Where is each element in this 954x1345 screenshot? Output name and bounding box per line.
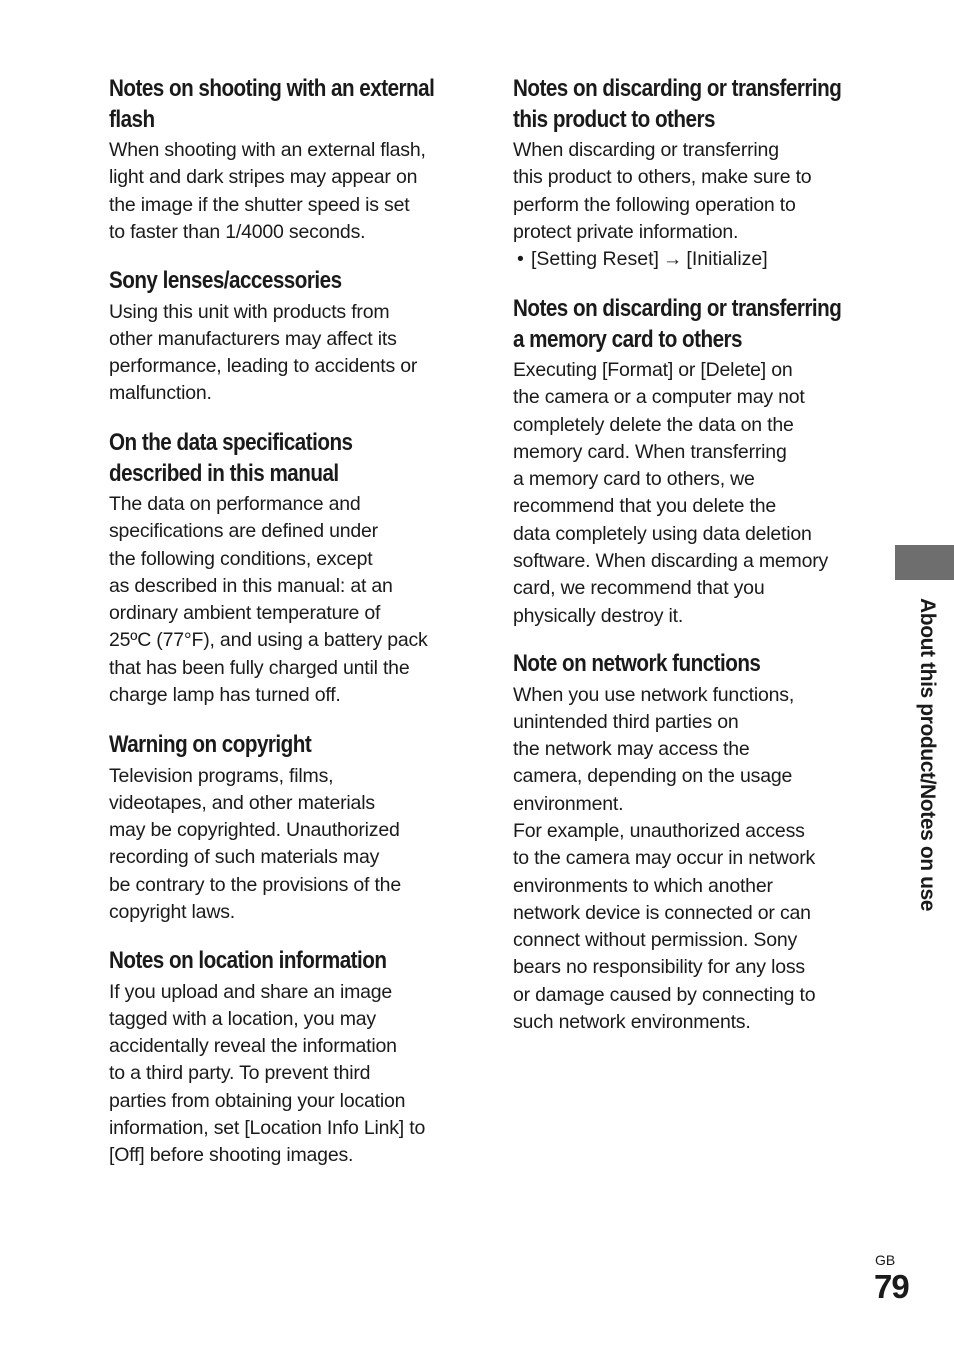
menu-path-from: [Setting Reset] xyxy=(531,248,659,271)
bullet-icon: • xyxy=(517,248,524,271)
section-body: When discarding or transferring this product to others, make sure to perform the following operation to protect private information. xyxy=(513,139,812,243)
section-body: The data on performance and specifications are defined under the following conditions, except as described in this manual: at an ordinary ambient temperature of 25ºC (77°F), and using a battery pack that has been fully charged until the charge lamp has turned off. xyxy=(109,493,428,707)
section-body: When you use network functions, unintended third parties on the network may access the camera, depending on the usage environment. For example, unauthorized access to the camera may occur in network environments to which another network device is connected or can connect without permission. Sony bears no responsibility for any loss or damage caused by connecting to such network environments. xyxy=(513,683,816,1034)
page-number: 79 xyxy=(874,1268,909,1305)
section-location xyxy=(109,946,481,1170)
section-discard-memory-card xyxy=(513,294,883,630)
section-body: If you upload and share an image tagged with a location, you may accidentally reveal the information to a third party. To prevent third parties from obtaining your location information, set [Location Info Link] to [Off] before shooting images. xyxy=(109,980,426,1167)
section-heading: On the data specifications described in this manual xyxy=(109,429,353,487)
section-external-flash xyxy=(109,74,481,246)
section-heading: Sony lenses/accessories xyxy=(109,267,342,294)
section-heading: Notes on discarding or transferring this product to others xyxy=(513,75,842,133)
section-discard-product xyxy=(513,74,883,273)
section-copyright xyxy=(109,730,481,926)
section-body: Television programs, films, videotapes, and other materials may be copyrighted. Unauthorized recording of such materials may be contrary to the provisions of the copyright laws. xyxy=(109,764,401,923)
bullet-item xyxy=(513,246,883,273)
section-heading: Notes on discarding or transferring a memory card to others xyxy=(513,295,842,353)
arrow-right-icon: → xyxy=(662,248,683,271)
section-body: Executing [Format] or [Delete] on the camera or a computer may not completely delete the data on the memory card. When transferring a memory card to others, we recommend that you delete the data completely using data deletion software. When discarding a memory card, we recommend that you physically destroy it. xyxy=(513,359,829,627)
section-network-functions xyxy=(513,649,883,1036)
chapter-tab-marker xyxy=(895,545,954,580)
section-sony-lenses xyxy=(109,266,481,408)
section-body: When shooting with an external flash, light and dark stripes may appear on the image if the shutter speed is set to faster than 1/4000 seconds. xyxy=(109,139,426,243)
section-heading: Notes on location information xyxy=(109,947,387,974)
section-heading: Warning on copyright xyxy=(109,731,312,758)
chapter-side-label: About this product/Notes on use xyxy=(916,598,939,912)
section-heading: Note on network functions xyxy=(513,650,761,677)
section-body: Using this unit with products from other manufacturers may affect its performance, leading to accidents or malfunction. xyxy=(109,300,418,405)
section-heading: Notes on shooting with an external flash xyxy=(109,75,435,133)
menu-path-to: [Initialize] xyxy=(686,248,768,271)
section-data-specifications xyxy=(109,428,481,709)
page-language-code: GB xyxy=(875,1252,896,1268)
